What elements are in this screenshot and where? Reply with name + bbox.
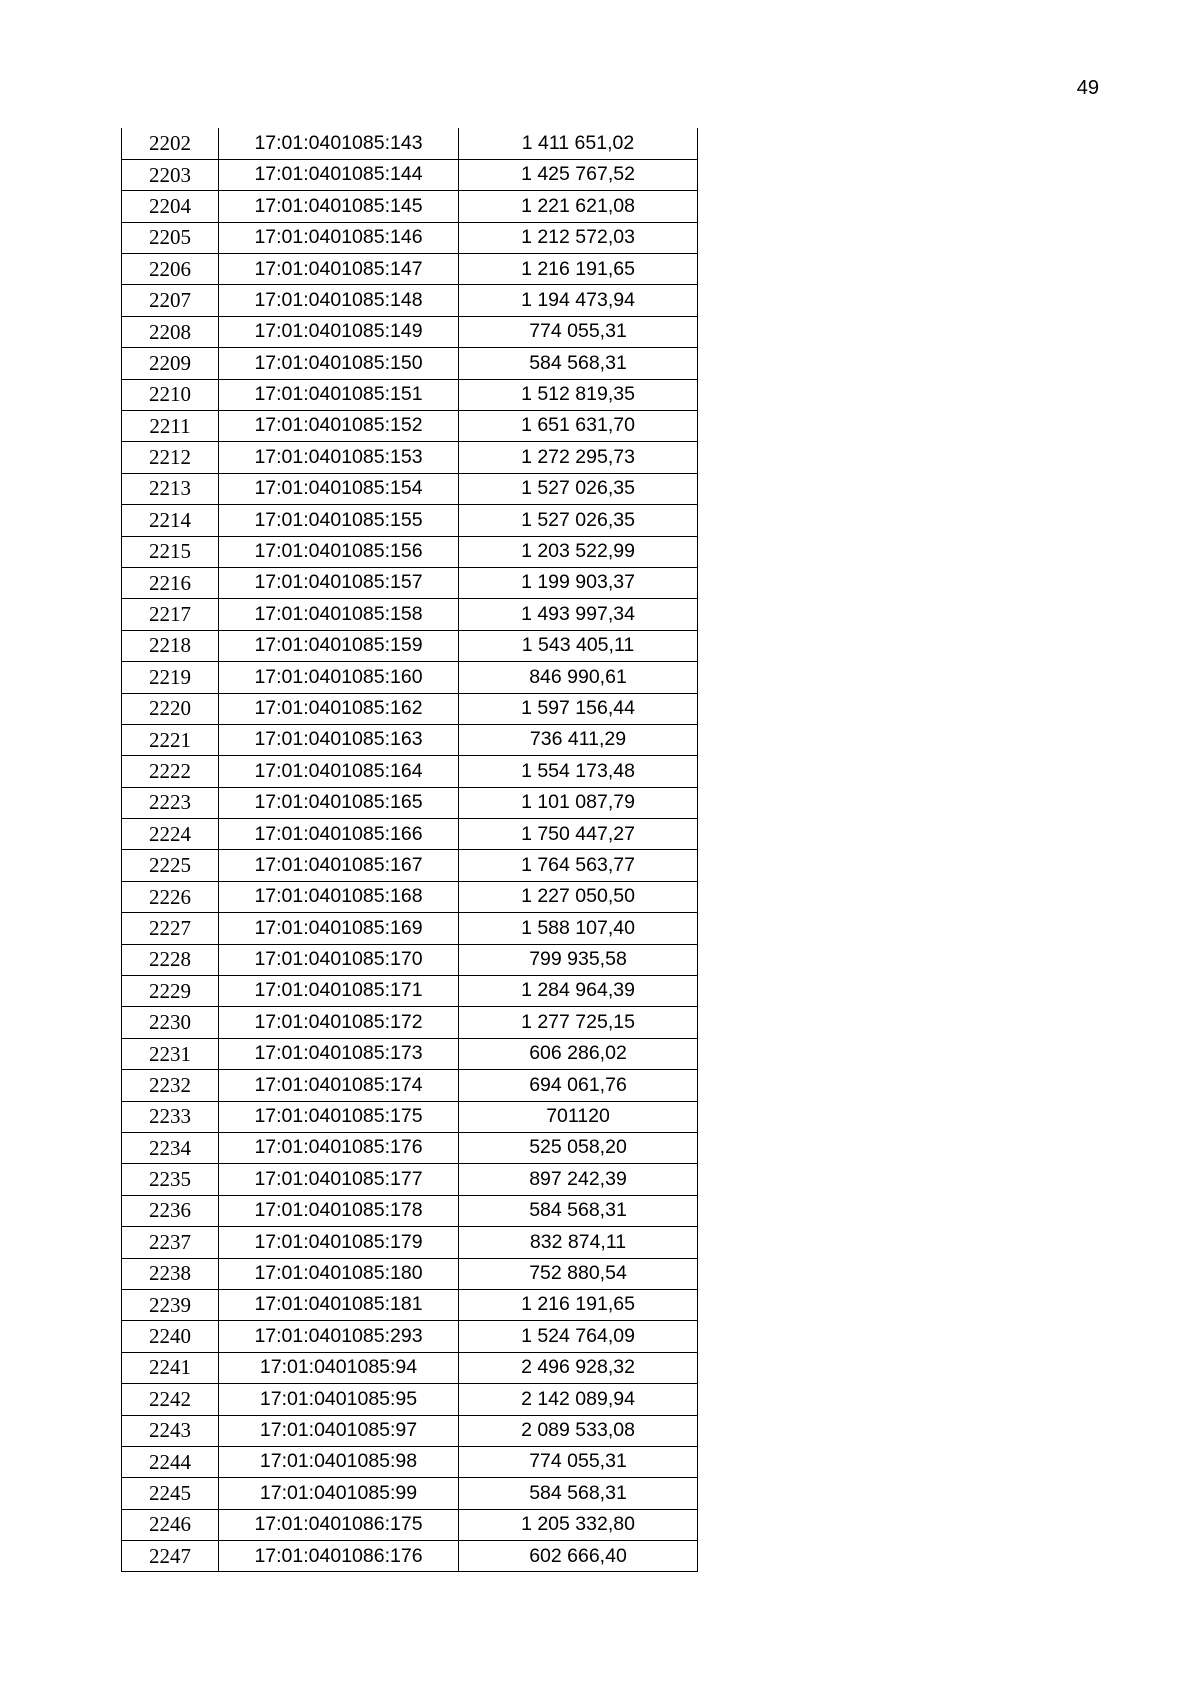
row-number-cell: 2247 [122, 1541, 219, 1572]
row-number-cell: 2240 [122, 1321, 219, 1352]
table-row [122, 1446, 698, 1477]
row-number-cell: 2234 [122, 1133, 219, 1164]
table-row [122, 724, 698, 755]
cadastral-value-cell: 525 058,20 [459, 1133, 698, 1164]
cadastral-number-cell: 17:01:0401085:151 [219, 379, 459, 410]
cadastral-number-cell: 17:01:0401085:143 [219, 128, 459, 159]
row-number-cell: 2209 [122, 348, 219, 379]
cadastral-number-cell: 17:01:0401085:159 [219, 630, 459, 661]
row-number-cell: 2219 [122, 662, 219, 693]
table-row [122, 630, 698, 661]
table-row [122, 316, 698, 347]
table-row [122, 159, 698, 190]
row-number-cell: 2216 [122, 567, 219, 598]
cadastral-value-cell: 1 597 156,44 [459, 693, 698, 724]
cadastral-number-cell: 17:01:0401085:178 [219, 1195, 459, 1226]
table-row [122, 1101, 698, 1132]
row-number-cell: 2242 [122, 1384, 219, 1415]
row-number-cell: 2207 [122, 285, 219, 316]
row-number-cell: 2214 [122, 505, 219, 536]
table-row [122, 536, 698, 567]
row-number-cell: 2225 [122, 850, 219, 881]
cadastral-number-cell: 17:01:0401085:170 [219, 944, 459, 975]
cadastral-value-cell: 1 227 050,50 [459, 881, 698, 912]
table-row [122, 976, 698, 1007]
cadastral-value-cell: 1 203 522,99 [459, 536, 698, 567]
cadastral-number-cell: 17:01:0401085:173 [219, 1038, 459, 1069]
row-number-cell: 2223 [122, 787, 219, 818]
cadastral-value-cell: 1 205 332,80 [459, 1509, 698, 1540]
table-row [122, 1352, 698, 1383]
table-row [122, 850, 698, 881]
table-row [122, 567, 698, 598]
cadastral-number-cell: 17:01:0401085:146 [219, 222, 459, 253]
row-number-cell: 2246 [122, 1509, 219, 1540]
cadastral-number-cell: 17:01:0401085:180 [219, 1258, 459, 1289]
cadastral-value-cell: 1 543 405,11 [459, 630, 698, 661]
cadastral-value-cell: 1 194 473,94 [459, 285, 698, 316]
table-row [122, 787, 698, 818]
cadastral-value-cell: 1 425 767,52 [459, 159, 698, 190]
cadastral-number-cell: 17:01:0401085:94 [219, 1352, 459, 1383]
row-number-cell: 2204 [122, 191, 219, 222]
table-body [122, 128, 698, 1572]
cadastral-value-cell: 2 142 089,94 [459, 1384, 698, 1415]
row-number-cell: 2230 [122, 1007, 219, 1038]
cadastral-number-cell: 17:01:0401085:97 [219, 1415, 459, 1446]
table-row [122, 693, 698, 724]
row-number-cell: 2220 [122, 693, 219, 724]
row-number-cell: 2232 [122, 1070, 219, 1101]
cadastral-number-cell: 17:01:0401085:166 [219, 819, 459, 850]
cadastral-number-cell: 17:01:0401085:167 [219, 850, 459, 881]
table-row [122, 348, 698, 379]
cadastral-number-cell: 17:01:0401085:175 [219, 1101, 459, 1132]
row-number-cell: 2237 [122, 1227, 219, 1258]
cadastral-number-cell: 17:01:0401085:162 [219, 693, 459, 724]
cadastral-value-cell: 1 750 447,27 [459, 819, 698, 850]
table-row [122, 1070, 698, 1101]
cadastral-value-cell: 1 411 651,02 [459, 128, 698, 159]
row-number-cell: 2221 [122, 724, 219, 755]
row-number-cell: 2226 [122, 881, 219, 912]
cadastral-number-cell: 17:01:0401085:171 [219, 976, 459, 1007]
cadastral-number-cell: 17:01:0401085:145 [219, 191, 459, 222]
table-row [122, 944, 698, 975]
row-number-cell: 2228 [122, 944, 219, 975]
cadastral-number-cell: 17:01:0401085:95 [219, 1384, 459, 1415]
cadastral-number-cell: 17:01:0401085:176 [219, 1133, 459, 1164]
table-row [122, 191, 698, 222]
table-row [122, 128, 698, 159]
row-number-cell: 2244 [122, 1446, 219, 1477]
table-row [122, 1289, 698, 1320]
cadastral-number-cell: 17:01:0401085:293 [219, 1321, 459, 1352]
cadastral-value-cell: 2 089 533,08 [459, 1415, 698, 1446]
cadastral-value-cell: 1 216 191,65 [459, 254, 698, 285]
table-row [122, 1133, 698, 1164]
cadastral-value-cell: 1 216 191,65 [459, 1289, 698, 1320]
table-row [122, 1415, 698, 1446]
cadastral-number-cell: 17:01:0401085:163 [219, 724, 459, 755]
row-number-cell: 2239 [122, 1289, 219, 1320]
row-number-cell: 2217 [122, 599, 219, 630]
table-row [122, 881, 698, 912]
cadastral-value-cell: 774 055,31 [459, 316, 698, 347]
row-number-cell: 2218 [122, 630, 219, 661]
cadastral-number-cell: 17:01:0401085:149 [219, 316, 459, 347]
cadastral-number-cell: 17:01:0401085:164 [219, 756, 459, 787]
table-row [122, 254, 698, 285]
table-row [122, 819, 698, 850]
cadastral-value-cell: 1 212 572,03 [459, 222, 698, 253]
table-row [122, 442, 698, 473]
row-number-cell: 2236 [122, 1195, 219, 1226]
row-number-cell: 2241 [122, 1352, 219, 1383]
table-row [122, 1007, 698, 1038]
cadastral-number-cell: 17:01:0401085:169 [219, 913, 459, 944]
row-number-cell: 2238 [122, 1258, 219, 1289]
row-number-cell: 2212 [122, 442, 219, 473]
table-row [122, 1478, 698, 1509]
table-row [122, 285, 698, 316]
cadastral-values-table [121, 128, 698, 1572]
table-row [122, 1038, 698, 1069]
cadastral-value-cell: 799 935,58 [459, 944, 698, 975]
cadastral-number-cell: 17:01:0401085:157 [219, 567, 459, 598]
cadastral-value-cell: 602 666,40 [459, 1541, 698, 1572]
table-row [122, 1321, 698, 1352]
cadastral-value-cell: 701120 [459, 1101, 698, 1132]
cadastral-value-cell: 1 527 026,35 [459, 473, 698, 504]
cadastral-value-cell: 752 880,54 [459, 1258, 698, 1289]
cadastral-value-cell: 694 061,76 [459, 1070, 698, 1101]
cadastral-value-cell: 1 651 631,70 [459, 411, 698, 442]
cadastral-value-cell: 1 277 725,15 [459, 1007, 698, 1038]
row-number-cell: 2224 [122, 819, 219, 850]
table-row [122, 662, 698, 693]
cadastral-number-cell: 17:01:0401085:150 [219, 348, 459, 379]
cadastral-number-cell: 17:01:0401085:168 [219, 881, 459, 912]
cadastral-value-cell: 584 568,31 [459, 348, 698, 379]
cadastral-number-cell: 17:01:0401085:172 [219, 1007, 459, 1038]
cadastral-number-cell: 17:01:0401085:177 [219, 1164, 459, 1195]
row-number-cell: 2213 [122, 473, 219, 504]
cadastral-value-cell: 1 554 173,48 [459, 756, 698, 787]
cadastral-number-cell: 17:01:0401085:154 [219, 473, 459, 504]
cadastral-number-cell: 17:01:0401086:175 [219, 1509, 459, 1540]
cadastral-value-cell: 1 221 621,08 [459, 191, 698, 222]
cadastral-number-cell: 17:01:0401085:160 [219, 662, 459, 693]
cadastral-value-cell: 774 055,31 [459, 1446, 698, 1477]
row-number-cell: 2208 [122, 316, 219, 347]
cadastral-number-cell: 17:01:0401085:144 [219, 159, 459, 190]
table-row [122, 379, 698, 410]
cadastral-value-cell: 1 527 026,35 [459, 505, 698, 536]
table-row [122, 1195, 698, 1226]
cadastral-value-cell: 584 568,31 [459, 1478, 698, 1509]
table-row [122, 1164, 698, 1195]
row-number-cell: 2206 [122, 254, 219, 285]
table-row [122, 473, 698, 504]
row-number-cell: 2222 [122, 756, 219, 787]
cadastral-value-cell: 1 493 997,34 [459, 599, 698, 630]
table-row [122, 411, 698, 442]
cadastral-number-cell: 17:01:0401086:176 [219, 1541, 459, 1572]
row-number-cell: 2245 [122, 1478, 219, 1509]
cadastral-value-cell: 1 272 295,73 [459, 442, 698, 473]
page-number: 49 [1076, 77, 1099, 99]
cadastral-value-cell: 897 242,39 [459, 1164, 698, 1195]
row-number-cell: 2243 [122, 1415, 219, 1446]
table-row [122, 1509, 698, 1540]
cadastral-value-cell: 1 101 087,79 [459, 787, 698, 818]
table-row [122, 222, 698, 253]
row-number-cell: 2229 [122, 976, 219, 1007]
table-row [122, 913, 698, 944]
row-number-cell: 2211 [122, 411, 219, 442]
cadastral-value-cell: 2 496 928,32 [459, 1352, 698, 1383]
cadastral-number-cell: 17:01:0401085:147 [219, 254, 459, 285]
table-row [122, 1227, 698, 1258]
row-number-cell: 2205 [122, 222, 219, 253]
table-row [122, 1258, 698, 1289]
cadastral-value-cell: 1 284 964,39 [459, 976, 698, 1007]
row-number-cell: 2202 [122, 128, 219, 159]
table-row [122, 505, 698, 536]
cadastral-value-cell: 1 588 107,40 [459, 913, 698, 944]
table-row [122, 599, 698, 630]
table-row [122, 756, 698, 787]
cadastral-number-cell: 17:01:0401085:179 [219, 1227, 459, 1258]
cadastral-value-cell: 584 568,31 [459, 1195, 698, 1226]
table-row [122, 1541, 698, 1572]
cadastral-number-cell: 17:01:0401085:165 [219, 787, 459, 818]
cadastral-value-cell: 606 286,02 [459, 1038, 698, 1069]
cadastral-number-cell: 17:01:0401085:156 [219, 536, 459, 567]
row-number-cell: 2227 [122, 913, 219, 944]
row-number-cell: 2231 [122, 1038, 219, 1069]
cadastral-value-cell: 1 764 563,77 [459, 850, 698, 881]
row-number-cell: 2210 [122, 379, 219, 410]
cadastral-value-cell: 1 524 764,09 [459, 1321, 698, 1352]
cadastral-number-cell: 17:01:0401085:98 [219, 1446, 459, 1477]
cadastral-number-cell: 17:01:0401085:152 [219, 411, 459, 442]
row-number-cell: 2203 [122, 159, 219, 190]
cadastral-value-cell: 1 199 903,37 [459, 567, 698, 598]
cadastral-value-cell: 1 512 819,35 [459, 379, 698, 410]
row-number-cell: 2233 [122, 1101, 219, 1132]
cadastral-value-cell: 846 990,61 [459, 662, 698, 693]
cadastral-number-cell: 17:01:0401085:155 [219, 505, 459, 536]
cadastral-number-cell: 17:01:0401085:158 [219, 599, 459, 630]
table-row [122, 1384, 698, 1415]
cadastral-value-cell: 832 874,11 [459, 1227, 698, 1258]
cadastral-number-cell: 17:01:0401085:153 [219, 442, 459, 473]
cadastral-value-cell: 736 411,29 [459, 724, 698, 755]
cadastral-number-cell: 17:01:0401085:174 [219, 1070, 459, 1101]
cadastral-number-cell: 17:01:0401085:181 [219, 1289, 459, 1320]
row-number-cell: 2215 [122, 536, 219, 567]
row-number-cell: 2235 [122, 1164, 219, 1195]
cadastral-number-cell: 17:01:0401085:148 [219, 285, 459, 316]
cadastral-number-cell: 17:01:0401085:99 [219, 1478, 459, 1509]
